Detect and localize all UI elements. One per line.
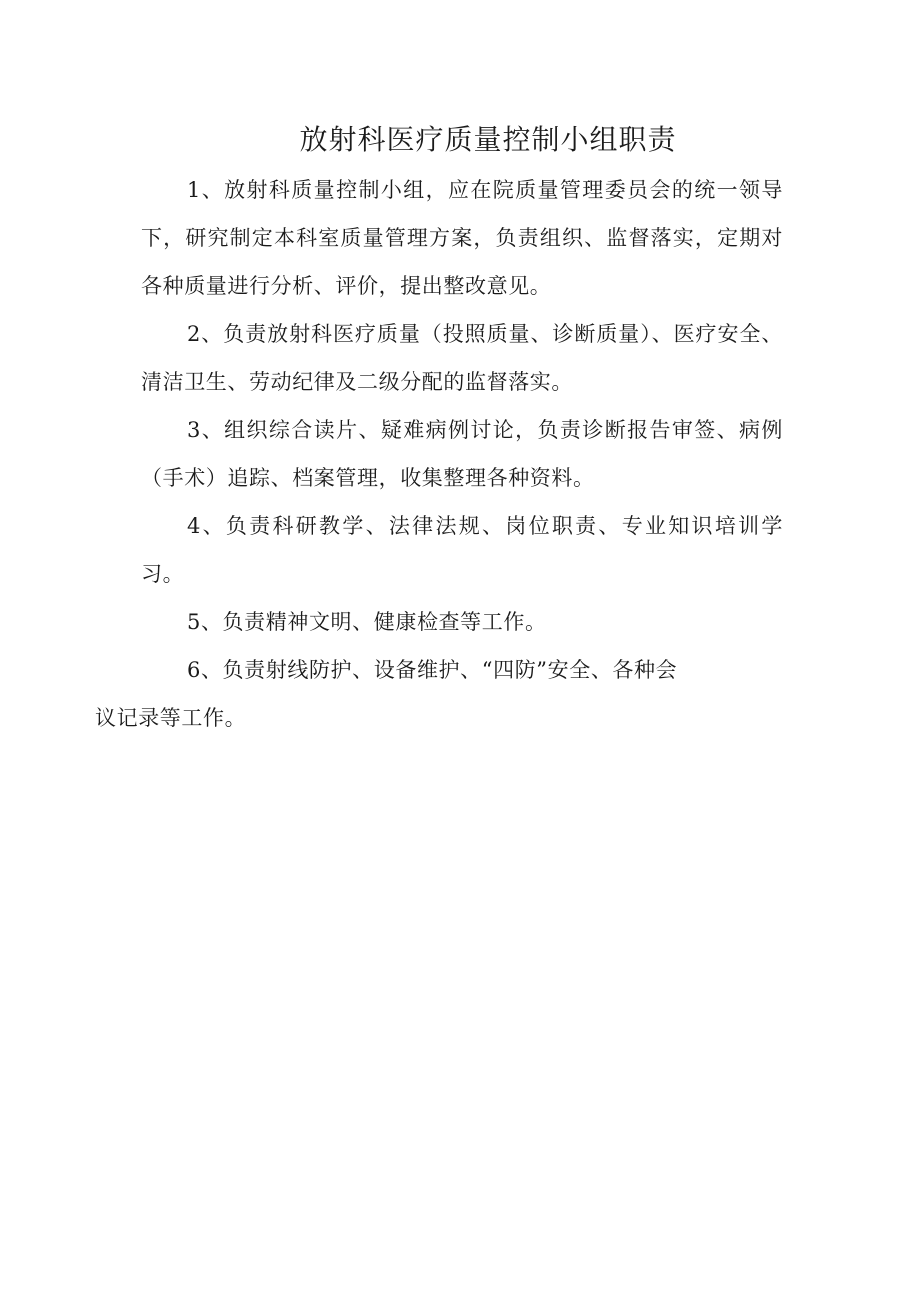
responsibility-item-6-line-1: 6、负责射线防护、设备维护、“四防”安全、各种会 xyxy=(187,658,678,682)
responsibility-item-4: 4、负责科研教学、法律法规、岗位职责、专业知识培训学习。 xyxy=(141,514,783,586)
responsibility-item-1: 1、放射科质量控制小组，应在院质量管理委员会的统一领导下，研究制定本科室质量管理方案，负责组织、监督落实，定期对各种质量进行分析、评价，提出整改意见。 xyxy=(141,178,783,298)
responsibility-item-5: 5、负责精神文明、健康检查等工作。 xyxy=(187,610,547,634)
document-title: 放射科医疗质量控制小组职责 xyxy=(299,123,677,156)
responsibility-item-3: 3、组织综合读片、疑难病例讨论，负责诊断报告审签、病例（手术）追踪、档案管理，收集整理各种资料。 xyxy=(141,418,783,490)
responsibility-item-6 xyxy=(95,646,783,742)
responsibility-item-2: 2、负责放射科医疗质量（投照质量、诊断质量）、医疗安全、清洁卫生、劳动纪律及二级分配的监督落实。 xyxy=(141,322,783,394)
responsibility-item-6-line-2: 议记录等工作。 xyxy=(95,706,247,730)
